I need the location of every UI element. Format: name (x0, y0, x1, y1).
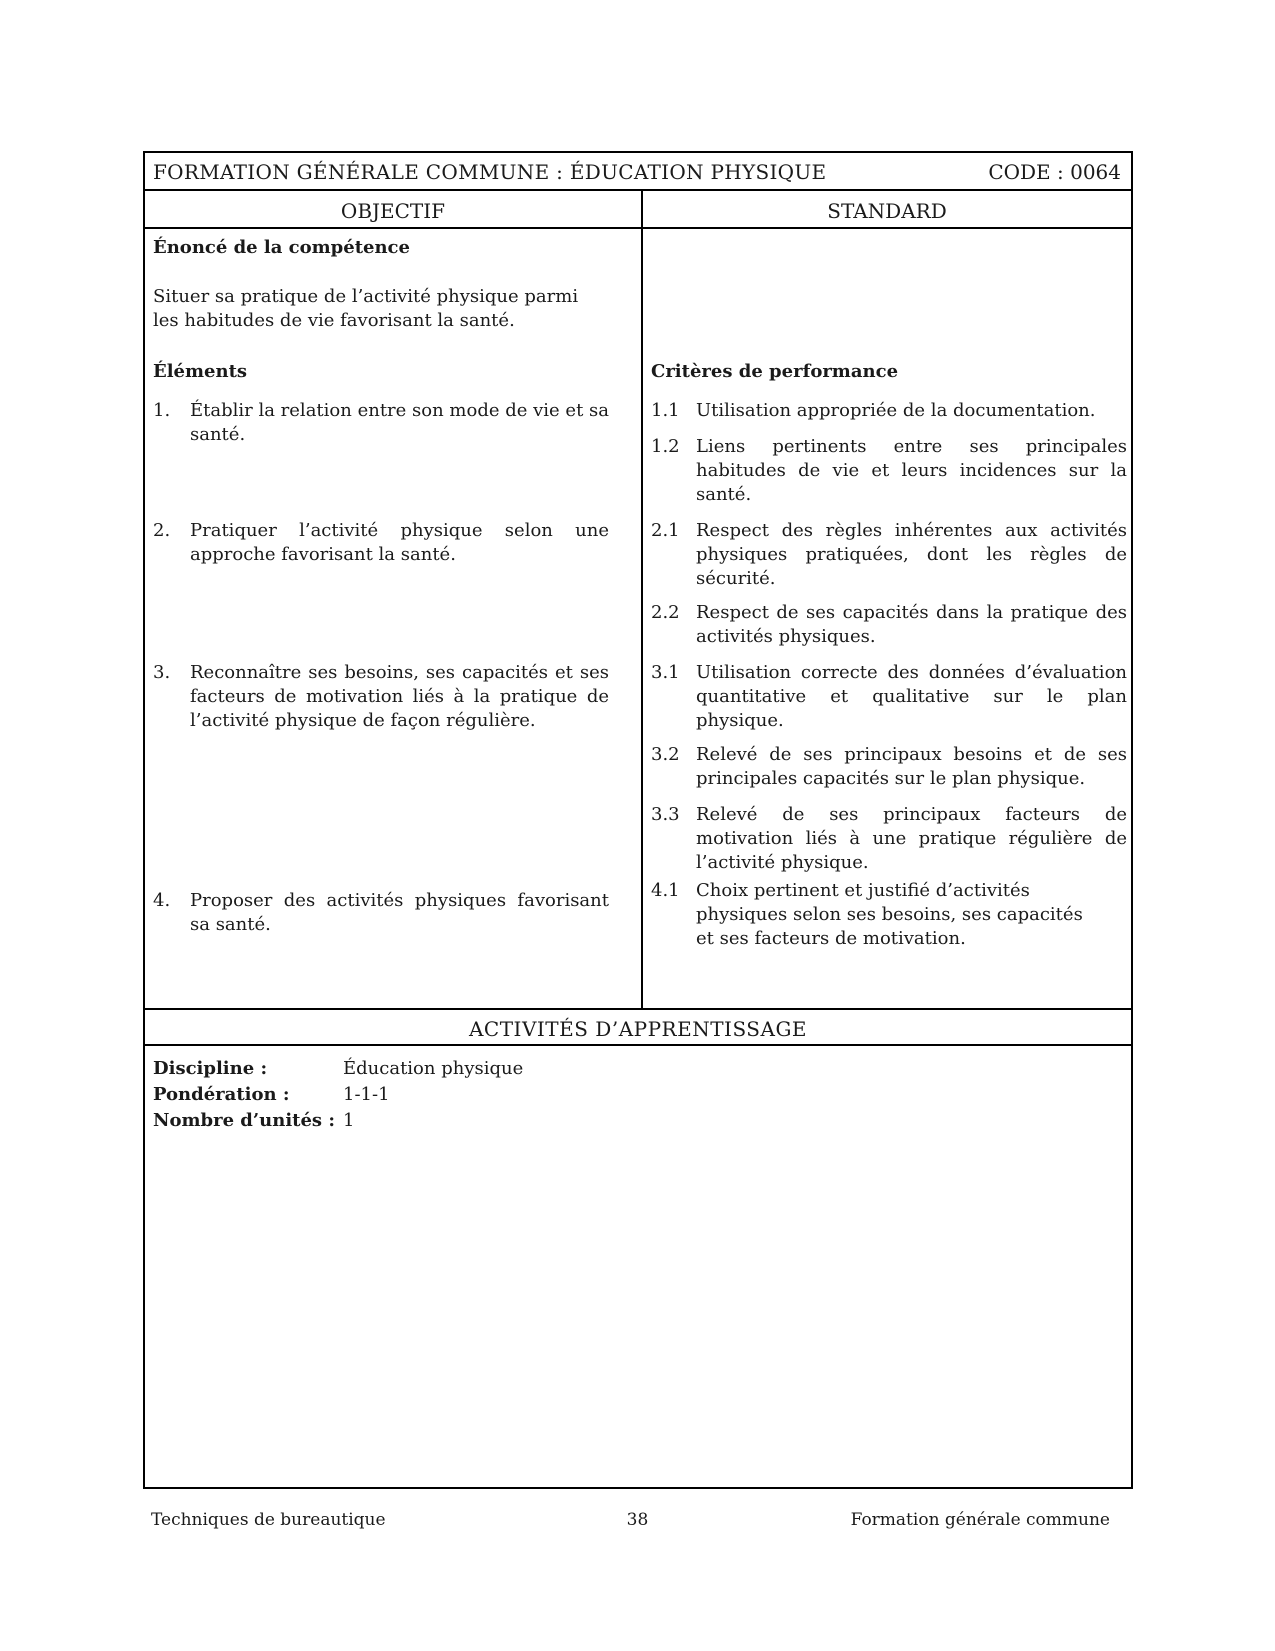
ponderation-value: 1-1-1 (343, 1084, 390, 1105)
element-item (153, 399, 609, 447)
footer-program: Techniques de bureautique (151, 1510, 386, 1530)
criterion-text: Utilisation correcte des données d’évaluation quantitative et qualitative sur le plan physique. (696, 662, 1127, 731)
competency-sheet (143, 151, 1133, 1489)
element-number: 3. (153, 662, 171, 683)
objective-header: OBJECTIF (340, 199, 446, 223)
criterion-text: Respect des règles inhérentes aux activités physiques pratiquées, dont les règles de sécurité. (696, 520, 1127, 589)
page-number: 38 (626, 1510, 649, 1530)
course-code: CODE : 0064 (988, 160, 1121, 184)
criterion-number: 1.2 (651, 436, 680, 457)
competence-text: Situer sa pratique de l’activité physique parmi les habitudes de vie favorisant la santé. (153, 286, 579, 331)
footer-section: Formation générale commune (850, 1510, 1110, 1530)
criterion-number: 1.1 (651, 400, 680, 421)
criterion-text: Respect de ses capacités dans la pratique des activités physiques. (696, 602, 1127, 647)
column-divider (641, 191, 643, 1008)
criterion-text: Choix pertinent et justifié d’activités physiques selon ses besoins, ses capacités et ses facteurs de motivation. (696, 880, 1083, 949)
document-title: FORMATION GÉNÉRALE COMMUNE : ÉDUCATION PHYSIQUE (153, 160, 827, 184)
units-value: 1 (343, 1110, 355, 1131)
criterion-item (651, 399, 1127, 423)
units-label: Nombre d’unités : (153, 1110, 335, 1131)
criterion-number: 2.2 (651, 602, 680, 623)
criterion-item (651, 601, 1127, 649)
discipline-line (153, 1057, 523, 1081)
criterion-number: 3.1 (651, 662, 680, 683)
criterion-text: Relevé de ses principaux besoins et de ses principales capacités sur le plan physique. (696, 744, 1127, 789)
criterion-number: 2.1 (651, 520, 680, 541)
criterion-number: 3.2 (651, 744, 680, 765)
element-number: 1. (153, 400, 171, 421)
units-line (153, 1109, 354, 1133)
discipline-label: Discipline : (153, 1058, 268, 1079)
element-text: Pratiquer l’activité physique selon une approche favorisant la santé. (190, 520, 609, 565)
criteria-heading: Critères de performance (651, 361, 899, 382)
discipline-value: Éducation physique (343, 1058, 524, 1079)
activities-title: ACTIVITÉS D’APPRENTISSAGE (468, 1017, 808, 1041)
element-number: 2. (153, 520, 171, 541)
element-text: Établir la relation entre son mode de vie et sa santé. (190, 400, 609, 445)
criterion-item (651, 661, 1127, 733)
element-number: 4. (153, 890, 171, 911)
criterion-text: Utilisation appropriée de la documentation. (696, 400, 1096, 421)
criterion-item (651, 743, 1127, 791)
element-text: Reconnaître ses besoins, ses capacités et ses facteurs de motivation liés à la pratique de l’activité physique de façon régulière. (190, 662, 609, 731)
element-item (153, 661, 609, 733)
header-row (145, 153, 1131, 191)
criterion-item (651, 879, 1101, 951)
competence-heading: Énoncé de la compétence (153, 237, 410, 258)
criterion-text: Liens pertinents entre ses principales habitudes de vie et leurs incidences sur la santé. (696, 436, 1127, 505)
criterion-item (651, 435, 1127, 507)
ponderation-line (153, 1083, 390, 1107)
element-item (153, 889, 609, 937)
ponderation-label: Pondération : (153, 1084, 290, 1105)
criterion-item (651, 803, 1127, 875)
column-headers (145, 191, 1131, 229)
criterion-number: 4.1 (651, 880, 680, 901)
element-text: Proposer des activités physiques favorisant sa santé. (190, 890, 609, 935)
criterion-text: Relevé de ses principaux facteurs de motivation liés à une pratique régulière de l’activité physique. (696, 804, 1127, 873)
criterion-item (651, 519, 1127, 591)
element-item (153, 519, 609, 567)
elements-heading: Éléments (153, 361, 248, 382)
activities-header-row (145, 1008, 1131, 1046)
standard-header: STANDARD (827, 199, 947, 223)
criterion-number: 3.3 (651, 804, 680, 825)
